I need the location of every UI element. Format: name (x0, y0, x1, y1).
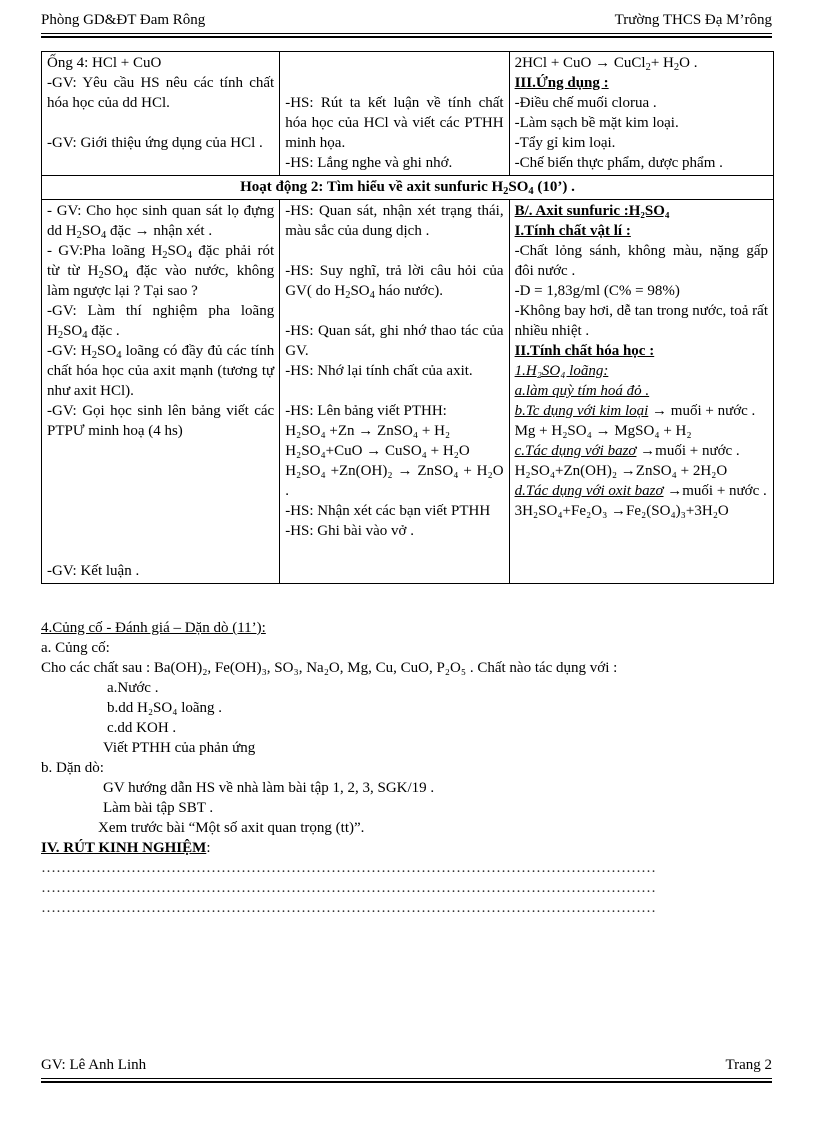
table-row (42, 176, 774, 200)
hs-cell (280, 52, 509, 176)
header-rule (41, 33, 772, 34)
text-line: -HS: Suy nghĩ, trả lời câu hỏi của GV( do $H_2SO_4$ háo nước). (285, 263, 504, 302)
list-item: -Điều chế muối clorua . (514, 95, 657, 111)
content-cell (509, 200, 773, 584)
activity-heading: Hoạt động 2: Tìm hiểu về axit sunfuric $H_2SO_4$ (10’) . (42, 176, 774, 200)
hs-cell (280, 200, 509, 584)
text-line: - GV: Cho học sinh quan sát lọ đựng dd $H_2SO_4$ đặc → nhận xét . (47, 203, 275, 242)
text-line: c.Tác dụng với bazơ →muối + nước . (514, 443, 740, 459)
text-line: -HS: Rút ta kết luận về tính chất hóa học của HCl và viết các PTHH minh họa. (285, 95, 504, 151)
text-line: Ống 4: HCl + CuO (47, 55, 162, 71)
table-row (42, 52, 774, 176)
list-item: -Chế biến thực phẩm, dược phẩm . (514, 155, 723, 171)
text-line: -GV: Giới thiệu ứng dụng của HCl . (47, 135, 263, 151)
text-line: -HS: Quan sát, nhận xét trạng thái, màu sắc của dung dịch . (285, 203, 504, 239)
gv-cell (42, 52, 280, 176)
equation: 2HCl + CuO → CuCl$_2$+ $H_2O$ . (514, 55, 698, 74)
text-line: -GV: Gọi học sinh lên bảng viết các PTPƯ minh hoạ (4 hs) (47, 403, 275, 439)
list-item: b.dd H₂SO₄ loãng . (107, 700, 223, 716)
dotted-line: …………………………………………………………………………………………………………… (41, 900, 656, 916)
equation: 3H₂SO₄+Fe₂O₃ →Fe₂(SO₄)₃+3H₂O (514, 503, 729, 519)
subheading: a.làm quỳ tím hoá đỏ . (514, 383, 650, 399)
dotted-line: …………………………………………………………………………………………………………… (41, 880, 656, 896)
text-line: - GV:Pha loãng $H_2SO_4$ đặc phải rót từ từ $H_2SO_4$ đặc vào nước, không làm ngược lại ? Tại sao ? (47, 243, 275, 299)
list-item: a.Nước . (107, 680, 159, 696)
gv-cell (42, 200, 280, 584)
text-line: b. Dặn dò: (41, 760, 104, 776)
content-cell (509, 52, 773, 176)
equation: H₂SO₄+Zn(OH)₂ →ZnSO₄ + 2H₂O (514, 463, 728, 479)
text-line: -HS: Lắng nghe và ghi nhớ. (285, 155, 453, 171)
text-line: Xem trước bài “Một số axit quan trọng (tt)”. (98, 820, 365, 836)
text-line: d.Tác dụng với oxit bazơ →muối + nước . (514, 483, 767, 499)
footer-left: GV: Lê Anh Linh (41, 1057, 147, 1073)
text-line: -HS: Nhận xét các bạn viết PTHH (285, 503, 491, 519)
section-heading: III.Ứng dụng : (514, 75, 609, 91)
table-row (42, 200, 774, 584)
section-heading: IV. RÚT KINH NGHIỆM: (41, 840, 211, 856)
lesson-table (41, 51, 774, 584)
list-item: -Làm sạch bề mặt kim loại. (514, 115, 679, 131)
dotted-line: …………………………………………………………………………………………………………… (41, 860, 656, 876)
text-line: -GV: $H_2SO_4$ loãng có đầy đủ các tính chất hóa học của axit mạnh (tương tự như axit HCl). (47, 343, 275, 399)
text-line: -HS: Ghi bài vào vở . (285, 523, 414, 539)
text-line: -Chất lỏng sánh, không màu, nặng gấp đôi nước . (514, 243, 768, 279)
subheading: 1.H₂SO₄ loãng: (514, 363, 609, 379)
text-line: b.Tc dụng với kim loại → muối + nước . (514, 403, 756, 419)
header-right: Trường THCS Đạ M’rông (614, 12, 772, 28)
text-line: -HS: Quan sát, ghi nhớ thao tác của GV. (285, 323, 504, 359)
page-header (41, 10, 772, 32)
text-line: -HS: Lên bảng viết PTHH: (285, 403, 447, 419)
section-heading: I.Tính chất vật lí : (514, 223, 631, 239)
text-line: -GV: Yêu cầu HS nêu các tính chất hóa học của dd HCl. (47, 75, 275, 111)
footer-rule (41, 1078, 772, 1079)
text-line: -D = 1,83g/ml (C% = 98%) (514, 283, 680, 299)
text-line: -Không bay hơi, dễ tan trong nước, toả rất nhiều nhiệt . (514, 303, 768, 339)
equation: Mg + H₂SO₄ → MgSO₄ + H₂ (514, 423, 692, 439)
section-heading: 4.Củng cố - Đánh giá – Dặn dò (11’): (41, 620, 266, 636)
text-line: Viết PTHH của phản ứng (103, 740, 256, 756)
equation: H₂SO₄ +Zn(OH)₂ → ZnSO₄ + H₂O . (285, 463, 504, 499)
equation: H₂SO₄+CuO → CuSO₄ + H₂O (285, 443, 470, 459)
section-heading: II.Tính chất hóa học : (514, 343, 655, 359)
text-line: -GV: Làm thí nghiệm pha loãng $H_2SO_4$ đặc . (47, 303, 275, 342)
review-section (41, 618, 774, 918)
page-number: Trang 2 (725, 1057, 772, 1073)
text-line: a. Củng cố: (41, 640, 110, 656)
text-line: -HS: Nhớ lại tính chất của axit. (285, 363, 473, 379)
section-title: B/. Axit sunfuric :H₂SO₄ (514, 203, 670, 219)
equation: H₂SO₄ +Zn → ZnSO₄ + H₂ (285, 423, 451, 439)
text-line: -GV: Kết luận . (47, 563, 140, 579)
list-item: c.dd KOH . (107, 720, 177, 736)
header-left: Phòng GD&ĐT Đam Rông (41, 12, 206, 28)
list-item: -Tẩy gỉ kim loại. (514, 135, 616, 151)
text-line: Cho các chất sau : Ba(OH)₂, Fe(OH)₃, SO₃, Na₂O, Mg, Cu, CuO, P₂O₅ . Chất nào tác dụng với : (41, 660, 618, 676)
text-line: Làm bài tập SBT . (103, 800, 214, 816)
text-line: GV hướng dẫn HS về nhà làm bài tập 1, 2, 3, SGK/19 . (103, 780, 435, 796)
